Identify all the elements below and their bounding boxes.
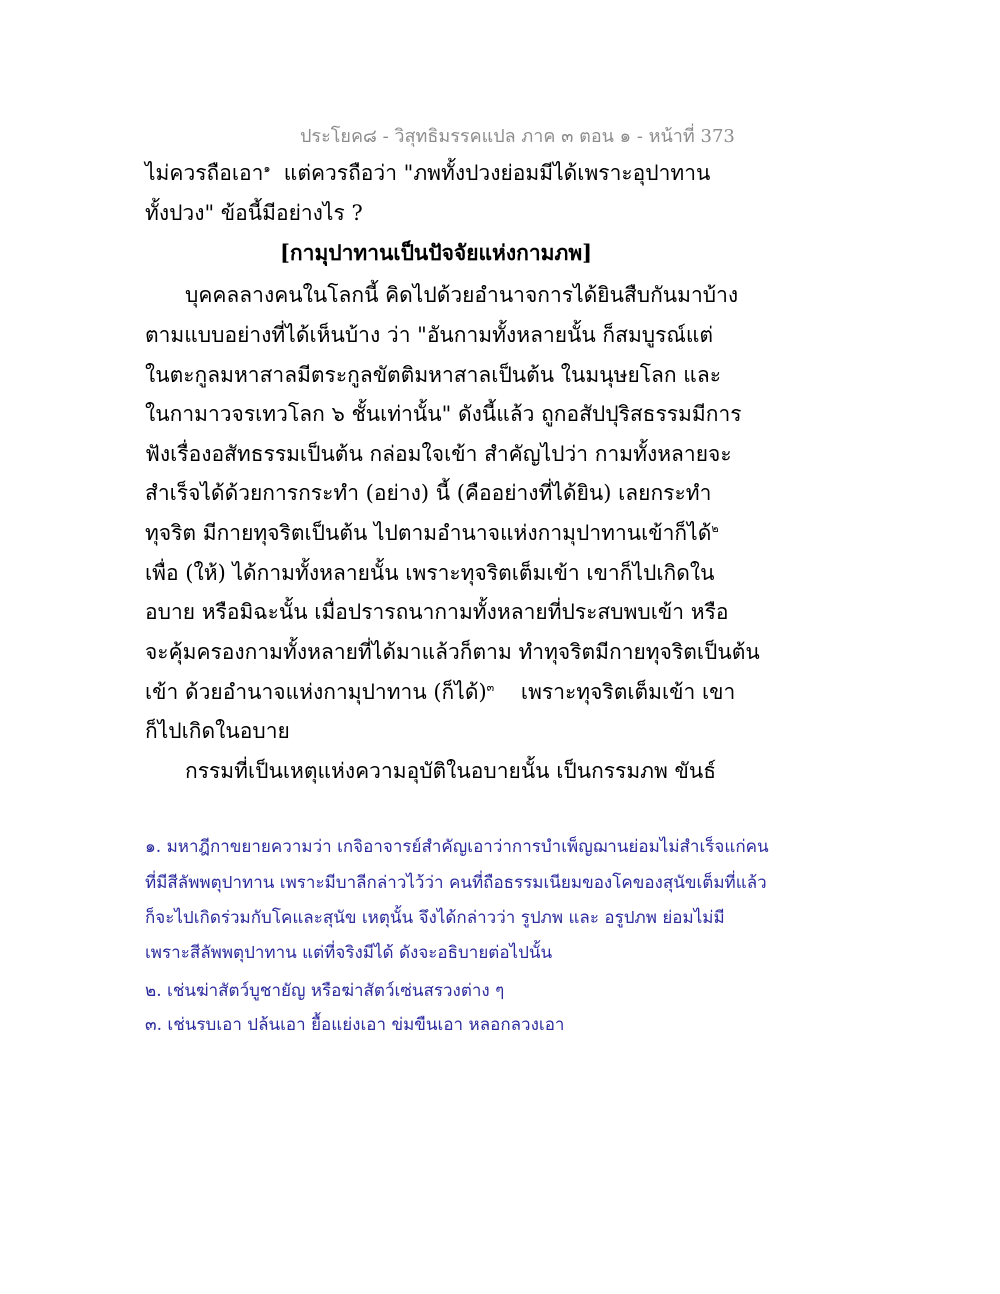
paragraph-line-rest: เพราะทุจริตเต็มเข้า เขา <box>520 680 736 704</box>
section-heading: [กามุปาทานเป็นปัจจัยแห่งกามภพ] <box>280 240 593 265</box>
paragraph-line-text: ทุจริต มีกายทุจริตเป็นต้น ไปตามอำนาจแห่งกามุปาทานเข้าก็ได้ <box>145 521 712 545</box>
paragraph-line: กรรมที่เป็นเหตุแห่งความอุบัติในอบายนั้น เป็นกรรมภพ ขันธ์ <box>185 759 717 783</box>
footnote-1-line: เพราะสีลัพพตุปาทาน แต่ที่จริงมีได้ ดังจะอธิบายต่อไปนั้น <box>145 943 553 963</box>
body-line-1-start: ไม่ควรถือเอา <box>145 161 264 185</box>
paragraph-line: บุคคลลางคนในโลกนี้ คิดไปด้วยอำนาจการได้ยินสืบกันมาบ้าง <box>185 283 739 307</box>
footnote-ref-3[interactable]: ๓ <box>486 681 495 694</box>
body-line-2: ทั้งปวง" ข้อนี้มีอย่างไร ? <box>145 201 363 225</box>
paragraph-line: ในกามาวจรเทวโลก ๖ ชั้นเท่านั้น" ดังนี้แล้ว ถูกอสัปปุริสธรรมมีการ <box>145 402 742 426</box>
footnote-3: ๓. เช่นรบเอา ปล้นเอา ยื้อแย่งเอา ข่มขืนเอา หลอกลวงเอา <box>145 1015 565 1035</box>
paragraph-line: ตามแบบอย่างที่ได้เห็นบ้าง ว่า "อันกามทั้งหลายนั้น ก็สมบูรณ์แต่ <box>145 323 714 347</box>
paragraph-line: ฟังเรื่องอสัทธรรมเป็นต้น กล่อมใจเข้า สำคัญไปว่า กามทั้งหลายจะ <box>145 442 732 466</box>
footnote-1-line: ก็จะไปเกิดร่วมกับโคและสุนัข เหตุนั้น จึงได้กล่าวว่า รูปภพ และ อรูปภพ ย่อมไม่มี <box>145 908 725 928</box>
paragraph-line: ก็ไปเกิดในอบาย <box>145 719 290 743</box>
paragraph-line: จะคุ้มครองกามทั้งหลายที่ได้มาแล้วก็ตาม ทำทุจริตมีกายทุจริตเป็นต้น <box>145 640 760 664</box>
footnote-1-line: ที่มีสีลัพพตุปาทาน เพราะมีบาลีกล่าวไว้ว่า คนที่ถือธรรมเนียมของโคของสุนัขเต็มที่แล้ว <box>145 873 767 893</box>
body-line-1 <box>145 158 710 188</box>
paragraph-line-text: เข้า ด้วยอำนาจแห่งกามุปาทาน (ก็ได้) <box>145 680 487 704</box>
footnote-ref-2[interactable]: ๒ <box>711 522 719 535</box>
footnote-1-line: ๑. มหาฎีกาขยายความว่า เกจิอาจารย์สำคัญเอาว่าการบำเพ็ญฌานย่อมไม่สำเร็จแก่คน <box>145 837 769 857</box>
paragraph-line: สำเร็จได้ด้วยการกระทำ (อย่าง) นี้ (คืออย่างที่ได้ยิน) เลยกระทำ <box>145 481 712 505</box>
paragraph-line: เพื่อ (ให้) ได้กามทั้งหลายนั้น เพราะทุจริตเต็มเข้า เขาก็ไปเกิดใน <box>145 561 715 585</box>
paragraph-line <box>145 518 719 548</box>
paragraph-line <box>145 677 735 707</box>
page-header: ประโยค๘ - วิสุทธิมรรคแปล ภาค ๓ ตอน ๑ - หน้าที่ 373 <box>300 126 735 147</box>
paragraph-line: ในตะกูลมหาสาลมีตระกูลขัตติมหาสาลเป็นต้น ในมนุษยโลก และ <box>145 363 721 387</box>
footnote-ref-1[interactable]: ๑ <box>263 162 271 175</box>
body-line-1-rest: แต่ควรถือว่า "ภพทั้งปวงย่อมมีได้เพราะอุปาทาน <box>283 161 711 185</box>
footnote-2: ๒. เช่นฆ่าสัตว์บูชายัญ หรือฆ่าสัตว์เซ่นสรวงต่าง ๆ <box>145 981 505 1001</box>
paragraph-line: อบาย หรือมิฉะนั้น เมื่อปรารถนากามทั้งหลายที่ประสบพบเข้า หรือ <box>145 600 729 624</box>
